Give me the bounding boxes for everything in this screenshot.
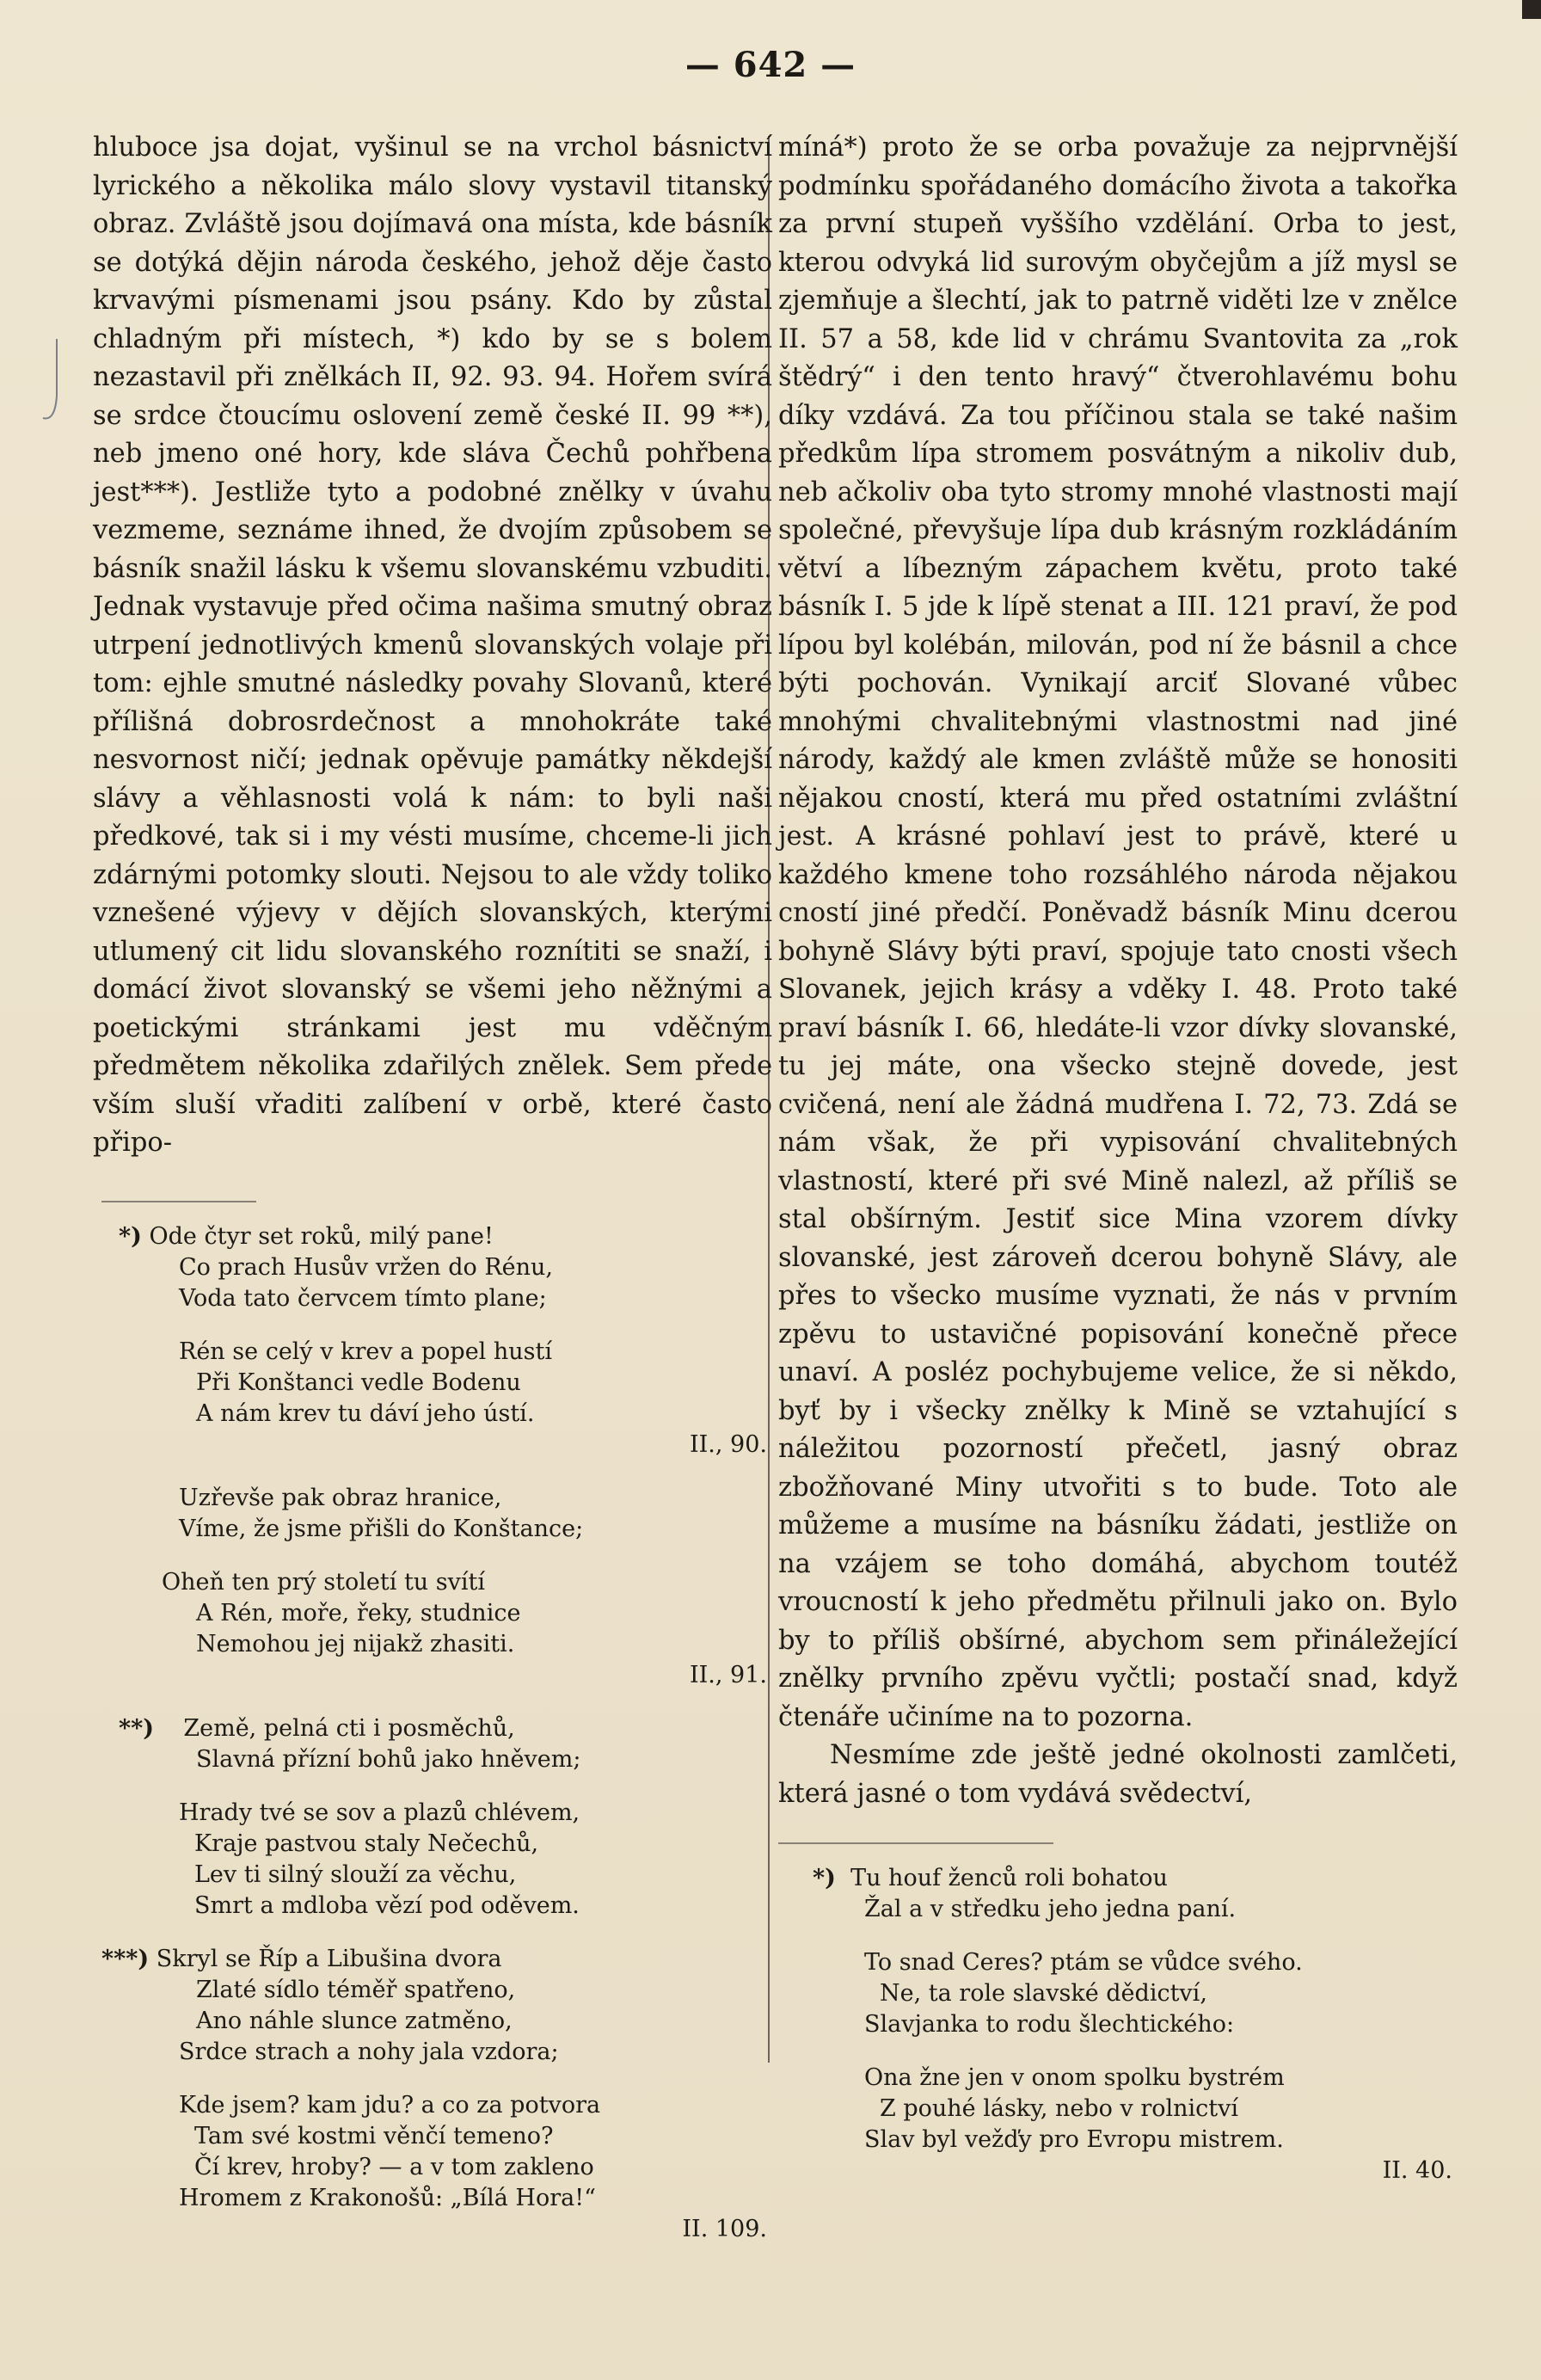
verse-line: Slavná přízní bohů jako hněvem; [196,1745,581,1773]
left-column [93,129,772,2267]
reference: II., 91. [689,1661,767,1688]
footnote-stanza [101,1944,772,2068]
right-paragraph-2: Nesmíme zde ještě jedné okolnosti zamlčeti, která jasné o tom vydává svědectví, [778,1740,1458,1809]
verse-line: Rén se celý v krev a popel hustí [179,1338,553,1365]
verse-line: Ano náhle slunce zatměno, [196,2007,513,2034]
right-paragraph: míná*) proto že se orba považuje za nejprvnější podmínku spořádaného domácího života a takořka za první stupeň vyššího vzdělání. Orba to jest, kterou odvyká lid surovým obyčejům a jíž mysl se zjemňuje a šlechtí, jak to patrně viděti lze v znělce II. 57 a 58, kde lid v chrámu Svantovita za „rok štědrý“ i den tento hravý“ čtverohlavému bohu díky vzdává. Za tou příčinou stala se také našim předkům lípa stromem posvátným a nikoliv dub, neb ačkoliv oba tyto stromy mnohé vlastnosti mají společné, převyšuje lípa dub krásným rozkládáním větví a líbezným zápachem květu, proto také básník I. 5 jde k lípě stenat a III. 121 praví, že pod lípou byl kolébán, milován, pod ní že básnil a chce býti pochován. Vynikají arciť Slované vůbec mnohými chvalitebnými vlastnostmi nad jiné národy, každý ale kmen zvláště může se honositi nějakou cností, která mu před ostatními zvláštní jest. A krásné pohlaví jest to právě, které u každého kmene toho rozsáhlého národa nějakou cností jiné předčí. Poněvadž básník Minu dcerou bohyně Slávy býti praví, spojuje tato cnosti všech Slovanek, jejich krásy a vděky I. 48. Proto také praví básník I. 66, hledáte-li vzor dívky slovanské, tu jej máte, ona všecko stejně dovede, jest cvičená, není ale žádná mudřena I. 72, 73. Zdá se nám však, že při vypisování chvalitebných vlastností, které při své Mině nalezl, až příliš se stal obšírným. Jestiť sice Mina vzorem dívky slovanské, jest zároveň dcerou bohyně Slávy, ale přes to všecko musíme vyznati, že nás v prvním zpěvu to ustavičné popisování konečně přece unaví. A posléz pochybujeme velice, že si někdo, byť by i všecky znělky k Mině se vztahující s náležitou pozorností přečetl, jasný obraz zbožňované Miny utvořiti s to bude. Toto ale můžeme a musíme na básníku žádati, jestliže on na vzájem se toho domáhá, abychom toutéž vroucností k jeho předmětu přilnuli jako on. Bylo by to příliš obšírné, abychom sem přináležející znělky prvního zpěvu vyčtli; postačí snad, když čtenáře učiníme na to pozorna. [778,132,1458,1732]
footnote-rule [101,1201,256,1202]
page-number: — 642 — [685,45,856,85]
verse-line: Srdce strach a nohy jala vzdora; [179,2038,559,2065]
verse-line: Žal a v středku jeho jedna paní. [864,1896,1237,1922]
reference: II. 40. [1382,2157,1452,2184]
footnote-right [778,1863,1458,2186]
verse-line: *) Ode čtyr set roků, milý pane! [119,1222,494,1250]
verse-line: Slav byl vežďy pro Evropu mistrem. [864,2126,1284,2153]
footnote-stanza [119,1713,772,1775]
verse-line: Voda tato červcem tímto plane; [179,1284,547,1312]
footnote-2 [93,1713,772,1922]
verse-line: To snad Ceres? ptám se vůdce svého. [864,1949,1303,1976]
verse-line: **) Země, pelná cti i posměchů, [119,1714,515,1742]
verse-line: Oheň ten prý století tu svítí [162,1568,485,1596]
verse-line: Hrady tvé se sov a plazů chlévem, [179,1799,580,1826]
verse-line: Nemohou jej nijakž zhasiti. [196,1630,515,1657]
verse-line: Víme, že jsme přišli do Konštance; [179,1515,584,1542]
footnote-stanza [119,1337,772,1461]
pencil-margin-mark [38,335,72,430]
footnote-1 [93,1221,772,1691]
footnote-stanza [101,2090,772,2245]
verse-line: Zlaté sídlo téměř spatřeno, [196,1976,516,2003]
verse-line: Tam své kostmi věnčí temeno? [194,2122,554,2149]
verse-line: Uzřevše pak obraz hranice, [179,1484,502,1511]
footnote-rule [778,1842,1053,1844]
footnote-stanza [119,1221,772,1314]
footnote-stanza [813,1863,1458,1925]
verse-line: Čí krev, hroby? — a v tom zakleno [194,2153,594,2180]
verse-line: ***) Skryl se Říp a Libušina dvora [101,1945,502,1972]
verse-line: Lev ti silný slouží za věchu, [194,1860,517,1888]
reference: II., 90. [689,1430,767,1458]
verse-line: Hromem z Krakonošů: „Bílá Hora!“ [179,2184,596,2211]
page-corner-mark [1522,0,1541,19]
verse-line: Co prach Husův vržen do Rénu, [179,1253,554,1281]
verse-line: A nám krev tu dáví jeho ústí. [196,1399,535,1427]
verse-line: Kraje pastvou staly Nečechů, [194,1830,539,1857]
left-paragraph: hluboce jsa dojat, vyšinul se na vrchol básnictví lyrického a několika málo slovy vystavil titanský obraz. Zvláště jsou dojímavá ona místa, kde básník se dotýká dějin národa českého, jehož děje často krvavými písmenami jsou psány. Kdo by zůstal chladným při místech, *) kdo by se s bolem nezastavil při znělkách II, 92. 93. 94. Hořem svírá se srdce čtoucímu oslovení země české II. 99 **), neb jmeno oné hory, kde sláva Čechů pohřbena jest***). Jestliže tyto a podobné znělky v úvahu vezmeme, seznáme ihned, že dvojím způsobem se básník snažil lásku k všemu slovanskému vzbuditi. Jednak vystavuje před očima našima smutný obraz utrpení jednotlivých kmenů slovanských volaje při tom: ejhle smutné následky povahy Slovanů, které přílišná dobrosrdečnost a mnohokráte také nesvornost ničí; jednak opěvuje památky někdejší slávy a věhlasnosti volá k nám: to byli naši předkové, tak si i my vésti musíme, chceme-li jich zdárnými potomky slouti. Nejsou to ale vždy toliko vznešené výjevy v dějích slovanských, kterými utlumený cit lidu slovanského roznítiti se snaží, i domácí život slovanský se všemi jeho něžnými a poetickými stránkami jest mu vděčným předmětem několika zdařilých znělek. Sem přede vším sluší vřaditi zalíbení v orbě, které často připo- [93,132,772,1158]
footnote-stanza [813,2063,1458,2186]
footnote-stanza [119,1798,772,1922]
footnote-stanza [119,1567,772,1691]
verse-line: Kde jsem? kam jdu? a co za potvora [179,2091,601,2119]
verse-line: Slavjanka to rodu šlechtického: [864,2011,1235,2038]
verse-line: Smrt a mdloba vězí pod oděvem. [194,1891,580,1919]
verse-line: Ona žne jen v onom spolku bystrém [864,2064,1285,2091]
footnote-stanza [813,1947,1458,2040]
verse-line: Ne, ta role slavské dědictví, [880,1980,1207,2007]
left-body [93,129,772,1163]
footnote-stanza [119,1483,772,1545]
reference: II. 109. [682,2215,767,2242]
right-column [778,129,1458,2209]
right-body [778,129,1458,1813]
verse-line: A Rén, moře, řeky, studnice [196,1599,521,1627]
footnote-3 [93,1944,772,2245]
verse-line: Z pouhé lásky, nebo v rolnictví [880,2095,1239,2122]
verse-line: Při Konštanci vedle Bodenu [196,1368,521,1396]
verse-line: *) Tu houf ženců roli bohatou [813,1865,1168,1891]
